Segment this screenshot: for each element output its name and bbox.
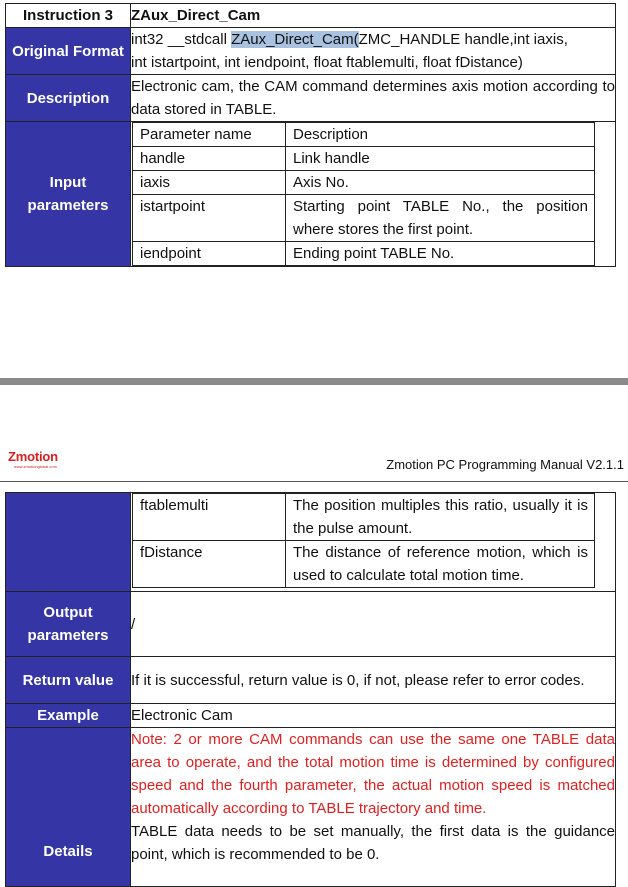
table-row — [133, 195, 595, 242]
param-name: iendpoint — [133, 242, 286, 266]
format-line-2: int istartpoint, int iendpoint, float ftablemulti, float fDistance) — [131, 54, 523, 71]
parameter-table-continued — [132, 493, 595, 588]
param-desc: Starting point TABLE No., the position where stores the first point. — [286, 195, 595, 242]
parameter-table — [132, 122, 595, 266]
param-desc: Link handle — [286, 147, 595, 171]
example-text: Electronic Cam — [131, 704, 616, 728]
logo-text: Zmotion — [8, 449, 58, 464]
function-table-bottom — [5, 492, 616, 887]
parameter-header-row — [133, 123, 595, 147]
param-desc: The distance of reference motion, which is used to calculate total motion time. — [286, 541, 595, 588]
header-divider — [0, 481, 628, 482]
param-desc: Axis No. — [286, 171, 595, 195]
logo-subtext: www.zmotionglobal.com — [14, 464, 57, 469]
param-desc: Ending point TABLE No. — [286, 242, 595, 266]
format-prefix: int32 __stdcall — [131, 31, 232, 48]
original-format-label: Original Format — [6, 28, 131, 75]
function-table-top — [5, 3, 616, 267]
param-name: ftablemulti — [133, 494, 286, 541]
param-desc: The position multiples this ratio, usually it is the pulse amount. — [286, 494, 595, 541]
input-parameters-label: Input parameters — [6, 122, 131, 267]
details-label: Details — [6, 728, 131, 887]
input-parameters-continued — [6, 493, 131, 592]
details-note: Note: 2 or more CAM commands can use the same one TABLE data area to operate, and the total motion time is determined by configured speed and the fourth parameter, the actual motion speed is matched automatically according to TABLE trajectory and time. — [131, 731, 615, 817]
param-name: handle — [133, 147, 286, 171]
table-row — [133, 171, 595, 195]
zmotion-logo — [8, 450, 78, 472]
table-row — [133, 242, 595, 266]
return-value-text: If it is successful, return value is 0, if not, please refer to error codes. — [131, 657, 616, 704]
param-header-name: Parameter name — [133, 123, 286, 147]
original-format-value — [131, 28, 616, 75]
example-label: Example — [6, 704, 131, 728]
manual-title: Zmotion PC Programming Manual V2.1.1 — [386, 457, 624, 472]
return-value-label: Return value — [6, 657, 131, 704]
param-name: fDistance — [133, 541, 286, 588]
table-row — [133, 147, 595, 171]
param-name: istartpoint — [133, 195, 286, 242]
instruction-number: Instruction 3 — [6, 4, 131, 28]
instruction-name: ZAux_Direct_Cam — [131, 4, 616, 28]
param-name: iaxis — [133, 171, 286, 195]
input-parameters-cell-continued — [131, 493, 616, 592]
details-cell — [131, 728, 616, 887]
output-parameters-label: Output parameters — [6, 592, 131, 657]
format-line-1 — [131, 28, 615, 51]
description-label: Description — [6, 75, 131, 122]
table-row — [133, 541, 595, 588]
format-highlight: ZAux_Direct_Cam( — [231, 31, 359, 48]
page-separator — [0, 378, 628, 385]
format-rest: ZMC_HANDLE handle,int iaxis, — [358, 31, 568, 48]
details-text: TABLE data needs to be set manually, the first data is the guidance point, which is recommended to be 0. — [131, 823, 615, 863]
input-parameters-cell — [131, 122, 616, 267]
param-header-desc: Description — [286, 123, 595, 147]
table-row — [133, 494, 595, 541]
output-parameters-value: / — [131, 592, 616, 657]
description-value: Electronic cam, the CAM command determines axis motion according to data stored in TABLE. — [131, 75, 616, 122]
